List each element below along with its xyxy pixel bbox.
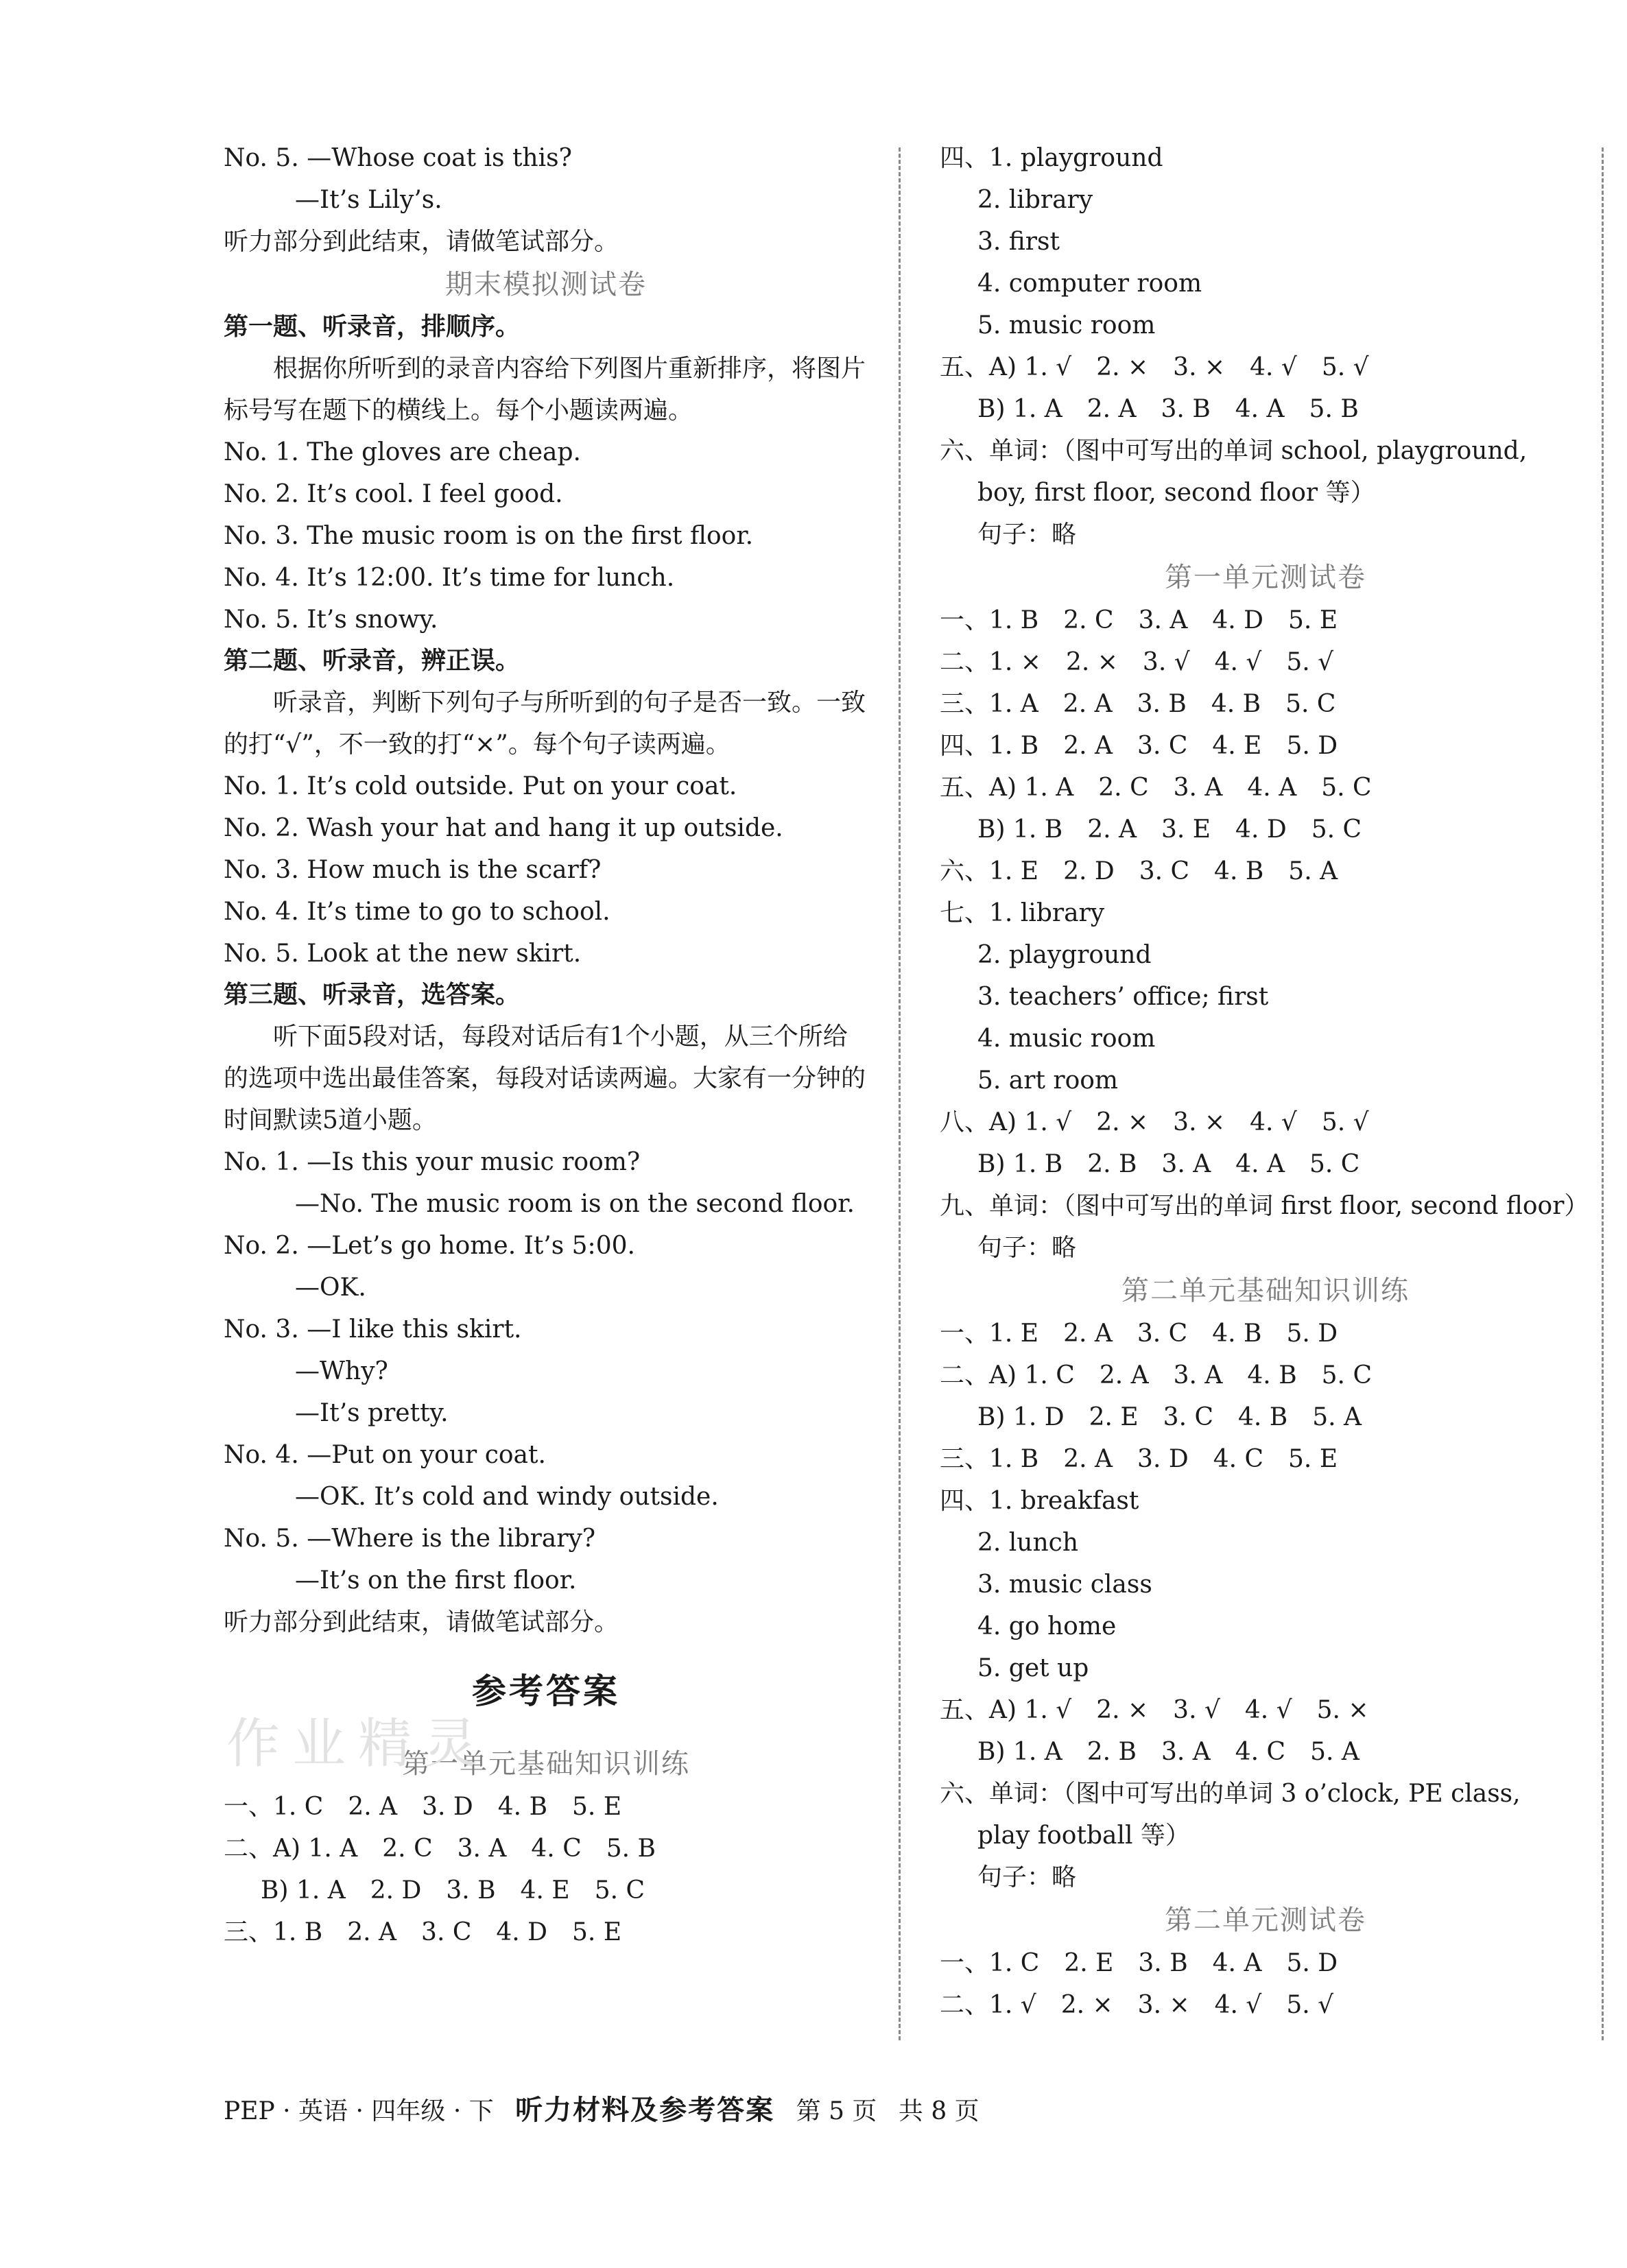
- text-line: No. 2. Wash your hat and hang it up outside.: [224, 814, 783, 842]
- text-line: —It’s on the first floor.: [295, 1566, 577, 1595]
- text-line: No. 3. —I like this skirt.: [224, 1315, 522, 1344]
- text-line: 二、A) 1. A 2. C 3. A 4. C 5. B: [224, 1835, 656, 1863]
- text-line: 听力部分到此结束，请做笔试部分。: [224, 1608, 619, 1636]
- footer-brand: 听力材料及参考答案: [515, 2094, 775, 2126]
- text-line: No. 5. Look at the new skirt.: [224, 940, 582, 968]
- text-line: 2. lunch: [977, 1529, 1079, 1557]
- section-title: 期末模拟测试卷: [445, 269, 647, 300]
- text-line: —It’s Lily’s.: [295, 186, 442, 214]
- text-line: 二、1. √ 2. × 3. × 4. √ 5. √: [940, 1991, 1334, 2019]
- text-line: 四、1. playground: [940, 144, 1163, 172]
- instruction-paragraph: 听下面5段对话，每段对话后有1个小题，从三个所给的选项中选出最佳答案，每段对话读两遍。大家有一分钟的时间默读5道小题。: [224, 1023, 866, 1134]
- text-line: 一、1. B 2. C 3. A 4. D 5. E: [940, 606, 1338, 634]
- text-line: No. 1. It’s cold outside. Put on your coat.: [224, 772, 737, 800]
- text-line: 四、1. breakfast: [940, 1487, 1139, 1515]
- text-line: No. 2. It’s cool. I feel good.: [224, 480, 563, 508]
- text-line: 一、1. C 2. A 3. D 4. B 5. E: [224, 1793, 622, 1821]
- text-line: 听力部分到此结束，请做笔试部分。: [224, 228, 619, 256]
- section-title: 第二单元测试卷: [1165, 1905, 1366, 1936]
- answers-heading: 参考答案: [472, 1671, 620, 1711]
- text-line: No. 1. —Is this your music room?: [224, 1148, 641, 1176]
- text-line: 2. playground: [977, 941, 1152, 969]
- text-line: 五、A) 1. √ 2. × 3. √ 4. √ 5. ×: [940, 1696, 1369, 1724]
- text-line: B) 1. A 2. A 3. B 4. A 5. B: [977, 395, 1359, 423]
- right-column: [940, 137, 1591, 2026]
- section-title: 第一单元基础知识训练: [402, 1748, 690, 1780]
- question-heading: 第二题、听录音，辨正误。: [224, 647, 521, 675]
- section-title: 第二单元基础知识训练: [1121, 1275, 1410, 1306]
- text-line: 句子：略: [977, 1863, 1077, 1891]
- text-line: 五、A) 1. √ 2. × 3. × 4. √ 5. √: [940, 353, 1369, 381]
- text-line: B) 1. B 2. B 3. A 4. A 5. C: [977, 1150, 1360, 1178]
- text-line: B) 1. A 2. B 3. A 4. C 5. A: [977, 1738, 1359, 1766]
- text-line: play football 等）: [977, 1822, 1190, 1850]
- text-line: B) 1. A 2. D 3. B 4. E 5. C: [261, 1876, 645, 1905]
- text-line: —It’s pretty.: [295, 1399, 449, 1427]
- footer-edition: PEP · 英语 · 四年级 · 下: [224, 2097, 494, 2125]
- text-line: boy, first floor, second floor 等）: [977, 479, 1375, 507]
- text-line: No. 4. It’s 12:00. It’s time for lunch.: [224, 564, 675, 592]
- text-line: 三、1. A 2. A 3. B 4. B 5. C: [940, 690, 1336, 718]
- text-line: 四、1. B 2. A 3. C 4. E 5. D: [940, 732, 1338, 760]
- text-line: —OK. It’s cold and windy outside.: [295, 1483, 719, 1511]
- text-line: —No. The music room is on the second floor.: [295, 1190, 855, 1218]
- right-edge-divider: [1602, 147, 1604, 2040]
- instruction-paragraph: 听录音，判断下列句子与所听到的句子是否一致。一致的打“√”，不一致的打“×”。每个句子读两遍。: [224, 689, 866, 759]
- text-line: 句子：略: [977, 521, 1077, 549]
- text-line: 二、A) 1. C 2. A 3. A 4. B 5. C: [940, 1361, 1372, 1389]
- text-line: No. 5. —Whose coat is this?: [224, 144, 572, 172]
- text-line: 八、A) 1. √ 2. × 3. × 4. √ 5. √: [940, 1108, 1369, 1136]
- text-line: 一、1. E 2. A 3. C 4. B 5. D: [940, 1320, 1338, 1348]
- text-line: 3. teachers’ office; first: [977, 983, 1269, 1011]
- text-line: —OK.: [295, 1274, 366, 1302]
- text-line: 一、1. C 2. E 3. B 4. A 5. D: [940, 1949, 1338, 1977]
- text-line: 3. music class: [977, 1571, 1152, 1599]
- text-line: 五、A) 1. A 2. C 3. A 4. A 5. C: [940, 774, 1372, 802]
- footer-page-number: 第 5 页: [796, 2097, 877, 2125]
- text-line: 三、1. B 2. A 3. D 4. C 5. E: [940, 1445, 1338, 1473]
- text-line: No. 4. —Put on your coat.: [224, 1441, 546, 1469]
- text-line: 句子：略: [977, 1234, 1077, 1262]
- text-line: 4. go home: [977, 1612, 1117, 1640]
- text-line: —Why?: [295, 1357, 388, 1385]
- text-line: 4. computer room: [977, 270, 1202, 298]
- left-column: [224, 137, 868, 1953]
- footer-total-pages: 共 8 页: [898, 2097, 979, 2125]
- section-title: 第一单元测试卷: [1165, 562, 1366, 593]
- text-line: 三、1. B 2. A 3. C 4. D 5. E: [224, 1918, 622, 1946]
- text-line: No. 3. The music room is on the first floor.: [224, 522, 754, 550]
- text-line: No. 5. It’s snowy.: [224, 606, 438, 634]
- text-line: 3. first: [977, 228, 1060, 256]
- text-line: 二、1. × 2. × 3. √ 4. √ 5. √: [940, 648, 1334, 676]
- text-line: 4. music room: [977, 1025, 1156, 1053]
- text-line: B) 1. B 2. A 3. E 4. D 5. C: [977, 815, 1362, 844]
- column-divider: [899, 147, 901, 2040]
- page-footer: [224, 2088, 1390, 2127]
- text-line: 六、单词：（图中可写出的单词 3 o’clock, PE class,: [940, 1780, 1521, 1808]
- text-line: No. 4. It’s time to go to school.: [224, 898, 610, 926]
- instruction-paragraph: 根据你所听到的录音内容给下列图片重新排序，将图片标号写在题下的横线上。每个小题读两遍。: [224, 355, 866, 425]
- watermark: 作业精灵: [226, 1713, 490, 1775]
- text-line: B) 1. D 2. E 3. C 4. B 5. A: [977, 1403, 1362, 1431]
- text-line: 5. art room: [977, 1066, 1119, 1095]
- text-line: No. 1. The gloves are cheap.: [224, 438, 581, 466]
- question-heading: 第一题、听录音，排顺序。: [224, 313, 521, 341]
- text-line: 六、单词：（图中可写出的单词 school, playground,: [940, 437, 1528, 465]
- text-line: 六、1. E 2. D 3. C 4. B 5. A: [940, 857, 1338, 885]
- text-line: 七、1. library: [940, 899, 1105, 927]
- text-line: No. 3. How much is the scarf?: [224, 856, 602, 884]
- question-heading: 第三题、听录音，选答案。: [224, 981, 521, 1009]
- text-line: 九、单词：（图中可写出的单词 first floor, second floor）: [940, 1192, 1589, 1220]
- text-line: 2. library: [977, 186, 1093, 214]
- text-line: 5. music room: [977, 311, 1156, 339]
- text-line: No. 5. —Where is the library?: [224, 1525, 596, 1553]
- text-line: 5. get up: [977, 1654, 1089, 1682]
- text-line: No. 2. —Let’s go home. It’s 5:00.: [224, 1232, 635, 1260]
